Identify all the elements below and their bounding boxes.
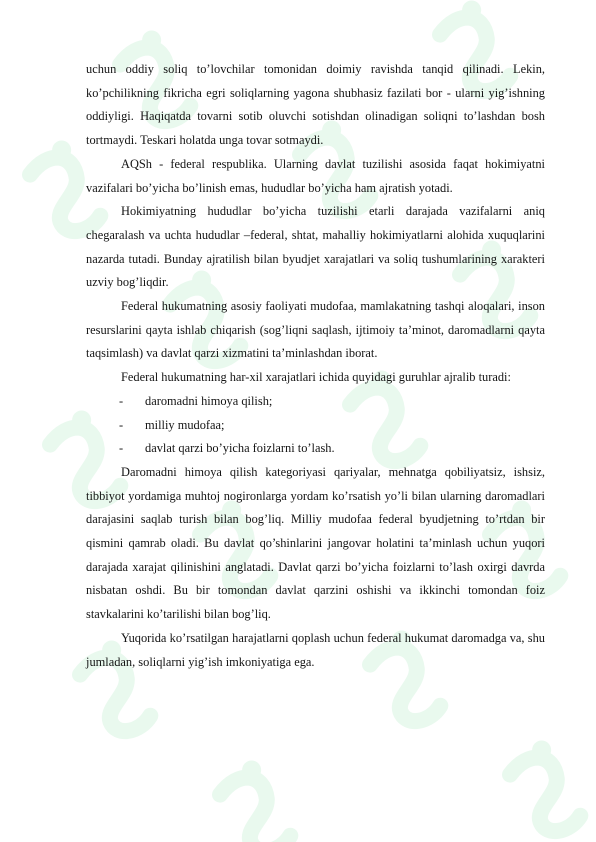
bullet-text: milliy mudofaa; xyxy=(145,417,225,432)
bullet-item xyxy=(86,414,545,438)
bullet-text: daromadni himoya qilish; xyxy=(145,393,273,408)
scroll-logo-icon xyxy=(212,757,305,842)
bullet-item xyxy=(86,437,545,461)
bullet-item xyxy=(86,390,545,414)
document-body xyxy=(86,58,545,674)
bullet-marker: - xyxy=(119,417,124,432)
paragraph: Federal hukumatning asosiy faoliyati mudofaa, mamlakatning tashqi aloqalari, inson resurslarini qayta ishlab chiqarish (sog’liqni saqlash, ijtimoiy ta’minot, daromadlarni qayta taqsimlash) va davlat qarzi xizmatini ta’minlashdan iborat. xyxy=(86,299,545,361)
paragraph: Daromadni himoya qilish kategoriyasi qariyalar, mehnatga qobiliyatsiz, ishsiz, tibbiyot yordamiga muhtoj nogironlarga yordam ko’rsatish yo’li bilan ularning daromadlari darajasini saqlab turish bilan bog’liq. Milliy mudofaa federal byudjetning to’rtdan bir qismini qamrab oladi. Bu davlat qo’shinlarini jangovar holatini ta’minlash uchun yuqori darajada xarajat qilinishini anglatadi. Davlat qarzi bo’yicha foizlarni to’lash oxirgi davrda nisbatan oshdi. Bu bir tomondan davlat qarzini oshishi va ikkinchi tomondan foiz stavkalarini ko’tarilishi bilan bog’liq. xyxy=(86,464,545,622)
paragraph: AQSh - federal respublika. Ularning davlat tuzilishi asosida faqat hokimiyatni vazifalari bo’yicha bo’linish emas, hududlar bo’yicha ham ajratish yotadi. xyxy=(86,156,545,195)
paragraph: Federal hukumatning har-xil xarajatlari ichida quyidagi guruhlar ajralib turadi: xyxy=(121,370,511,385)
paragraphs-after xyxy=(86,461,545,674)
paragraph: uchun oddiy soliq to’lovchilar tomonidan doimiy ravishda tanqid qilinadi. Lekin, ko’pchilikning fikricha egri soliqlarning yagona shubhasiz fazilati bor - ularni yig’ishning oddiyligi. Haqiqatda tovarni sotib oluvchi sotishdan olinadigan soliqni to’lashdan bosh tortmaydi. Teskari holatda unga tovar sotmaydi. xyxy=(86,62,545,148)
paragraphs-before xyxy=(86,58,545,390)
bullet-marker: - xyxy=(119,393,124,408)
bullet-list xyxy=(86,390,545,461)
scroll-logo-icon xyxy=(502,737,595,838)
bullet-text: davlat qarzi bo’yicha foizlarni to’lash. xyxy=(145,441,335,456)
paragraph: Hokimiyatning hududlar bo’yicha tuzilishi etarli darajada vazifalarni aniq chegaralash va uchta hududlar –federal, shtat, mahalliy hokimiyatlarni alohida xuquqlarini nazarda tutadi. Bunday ajratilish bilan byudjet xarajatlari va soliq tushumlarining xarakteri uzviy bog’liqdir. xyxy=(86,204,545,290)
paragraph: Yuqorida ko’rsatilgan harajatlarni qoplash uchun federal hukumat daromadga va, shu jumladan, soliqlarni yig’ish imkoniyatiga ega. xyxy=(86,630,545,669)
bullet-marker: - xyxy=(119,441,124,456)
